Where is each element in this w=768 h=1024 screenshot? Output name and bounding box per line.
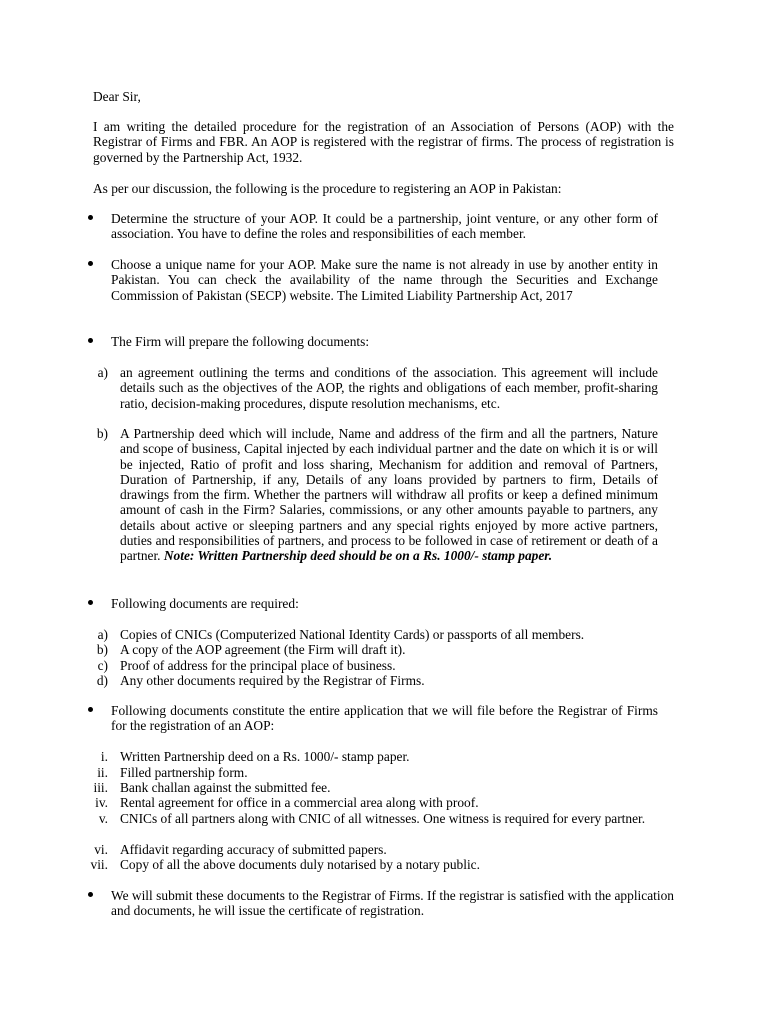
discussion-paragraph: As per our discussion, the following is the procedure to registering an AOP in Pakistan: (93, 181, 562, 196)
list-marker: v. (98, 811, 108, 826)
bullet-icon (88, 338, 93, 343)
bullet-required: Following documents are required: (111, 596, 299, 611)
list-item-text: CNICs of all partners along with CNIC of all witnesses. One witness is required for every partner. (120, 811, 646, 826)
bullet-icon (88, 215, 93, 220)
list-item-text: Affidavit regarding accuracy of submitted papers. (120, 842, 387, 857)
list-marker: i. (100, 749, 108, 764)
list-item-text: Any other documents required by the Registrar of Firms. (120, 673, 425, 688)
bullet-prepare: The Firm will prepare the following documents: (111, 334, 370, 349)
bullet-structure: Determine the structure of your AOP. It could be a partnership, joint venture, or any other form of association. You have to define the roles and responsibilities of each member. (111, 211, 658, 242)
bullet-submit: We will submit these documents to the Registrar of Firms. If the registrar is satisfied with the application and documents, he will issue the certificate of registration. (111, 888, 674, 919)
deed-note: Note: Written Partnership deed should be on a Rs. 1000/- stamp paper. (163, 548, 553, 564)
bullet-application: Following documents constitute the entire application that we will file before the Registrar of Firms for the registration of an AOP: (111, 703, 658, 734)
bullet-icon (88, 892, 93, 897)
list-item-text: Copies of CNICs (Computerized National Identity Cards) or passports of all members. (120, 627, 585, 642)
list-item-text: Rental agreement for office in a commercial area along with proof. (120, 795, 479, 810)
list-marker: iii. (93, 780, 108, 795)
list-item-text: Bank challan against the submitted fee. (120, 780, 331, 795)
list-marker: c) (97, 658, 108, 673)
list-marker: vii. (90, 857, 108, 872)
list-marker: a) (97, 627, 108, 642)
list-item-text: A copy of the AOP agreement (the Firm will draft it). (120, 642, 406, 657)
list-marker: a) (97, 365, 108, 380)
bullet-icon (88, 261, 93, 266)
intro-paragraph: I am writing the detailed procedure for the registration of an Association of Persons (AOP) with the Registrar of Firms and FBR. An AOP is registered with the registrar of firms. The process of registration is governed by the Partnership Act, 1932. (93, 119, 674, 165)
list-marker: vi. (94, 842, 108, 857)
greeting: Dear Sir, (93, 89, 141, 104)
list-marker: b) (96, 642, 108, 657)
list-item-text: Filled partnership form. (120, 765, 248, 780)
bullet-icon (88, 707, 93, 712)
list-marker: b) (96, 426, 108, 441)
list-marker: iv. (95, 795, 108, 810)
list-item-text: Written Partnership deed on a Rs. 1000/- stamp paper. (120, 749, 410, 764)
bullet-name: Choose a unique name for your AOP. Make sure the name is not already in use by another entity in Pakistan. You can check the availability of the name through the Securities and Exchange Commission of Pakistan (SECP) website. The Limited Liability Partnership Act, 2017 (111, 257, 658, 303)
bullet-icon (88, 600, 93, 605)
list-item-text (120, 426, 658, 564)
list-item-text: Copy of all the above documents duly notarised by a notary public. (120, 857, 480, 872)
list-marker: d) (96, 673, 108, 688)
list-marker: ii. (97, 765, 108, 780)
deed-text: A Partnership deed which will include, Name and address of the firm and all the partners, Nature and scope of business, Capital injected by each individual partner and the date on which it is or will be injected, Ratio of profit and loss sharing, Mechanism for addition and removal of Partners, Duration of Partnership, if any, Details of any loans provided by partners to firm, Details of drawings from the firm. Whether the partners will withdraw all profits or keep a defined minimum amount of cash in the Firm? Salaries, commissions, or any other amounts payable to partners, any details about active or sleeping partners and any special rights enjoyed by more active partners, duties and responsibilities of partners, and process to be followed in case of retirement or death of a partner. (120, 426, 658, 564)
list-item-text: an agreement outlining the terms and conditions of the association. This agreement will include details such as the objectives of the AOP, the rights and obligations of each member, profit-sharing ratio, decision-making procedures, dispute resolution mechanisms, etc. (120, 365, 658, 411)
list-item-text: Proof of address for the principal place of business. (120, 658, 396, 673)
